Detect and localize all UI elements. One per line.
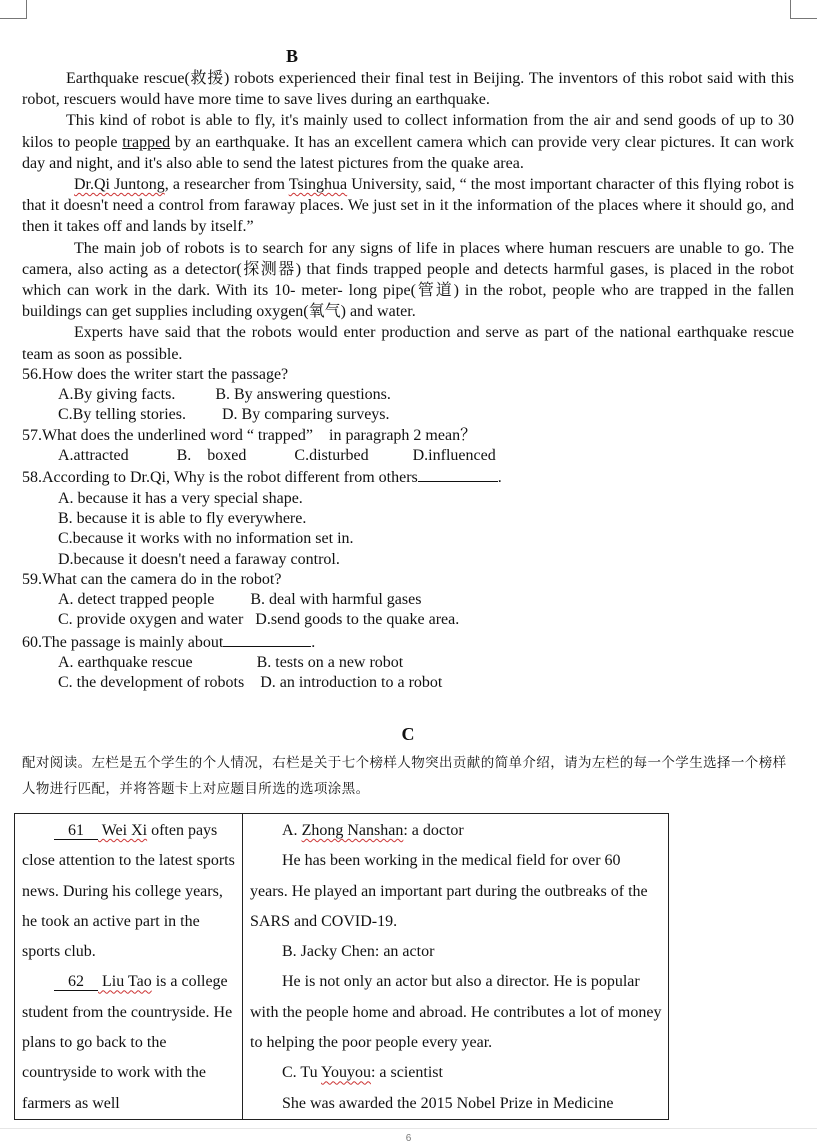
answer-blank (223, 631, 311, 647)
section-c-heading: C (401, 724, 415, 744)
role-model-c: C. Tu Youyou: a scientist (282, 1064, 443, 1082)
student-name-wei-xi: Wei Xi (98, 822, 148, 839)
paragraph-3: Dr.Qi Juntong, a researcher from Tsinghua University, said, “ the most important character of this flying robot is that it doesn't need a control from faraway places. We just set in it the information of the places where it should go, and then it takes off and lands by itself.” (22, 176, 794, 236)
students-column (15, 814, 243, 1120)
question-58-option-b: B. because it is able to fly everywhere. (58, 509, 307, 527)
question-56-options-row1: A.By giving facts. B. By answering questions. (58, 386, 391, 404)
section-c (22, 722, 794, 802)
student-61: 61 Wei Xi often pays close attention to the latest sports news. During his college years, he took an active part in the sports club. (22, 822, 235, 961)
question-59: 59.What can the camera do in the robot? (22, 570, 282, 588)
question-56-options-row2: C.By telling stories. D. By comparing surveys. (58, 406, 390, 424)
question-60-options-row1: A. earthquake rescue B. tests on a new robot (58, 654, 404, 671)
crop-mark-top-left (0, 0, 27, 19)
answer-blank (418, 466, 498, 482)
section-c-instructions: 配对阅读。左栏是五个学生的个人情况，右栏是关于七个榜样人物突出贡献的简单介绍，请为左栏的每一个学生选择一个榜样人物进行匹配，并将答题卡上对应题目所选的选项涂黑。 (22, 755, 787, 797)
question-58: 58.According to Dr.Qi, Why is the robot different from others . (22, 466, 794, 488)
answer-blank-61: 61 (54, 822, 98, 840)
question-58-option-d: D.because it doesn't need a faraway control. (58, 550, 340, 568)
paragraph-1: Earthquake rescue(救援) robots experienced their final test in Beijing. The inventors of this robot said with this robot, rescuers would have more time to save lives during an earthquake. (22, 70, 794, 109)
crop-mark-top-right (790, 0, 817, 19)
question-59-options-row1: A. detect trapped people B. deal with harmful gases (58, 591, 422, 609)
paragraph-2: This kind of robot is able to fly, it's mainly used to collect information from the air and send goods of up to 30 kilos to people trapped by an earthquake. It has an excellent camera which can provide very clear pictures. It can work day and night, and it's also able to send the latest pictures from the quake area. (22, 112, 794, 172)
question-56: 56.How does the writer start the passage? (22, 365, 289, 383)
name-youyou: Youyou (321, 1064, 371, 1082)
role-model-c-text: She was awarded the 2015 Nobel Prize in Medicine (282, 1094, 614, 1112)
page-number: 6 (405, 1133, 412, 1144)
footer-divider (0, 1128, 817, 1129)
role-models-column (243, 814, 669, 1120)
paragraph-5: Experts have said that the robots would enter production and serve as part of the national earthquake rescue team as soon as possible. (22, 324, 794, 363)
student-62: 62 Liu Tao is a college student from the countryside. He plans to go back to the countryside to work with the farmers as well (22, 973, 233, 1112)
section-b (22, 44, 794, 694)
question-59-options-row2: C. provide oxygen and water D.send goods to the quake area. (58, 611, 460, 629)
role-model-b-text: He is not only an actor but also a director. He is popular with the people home and abroad. He contributes a lot of money to helping the poor people every year. (250, 973, 662, 1052)
answer-blank-62: 62 (54, 973, 98, 991)
paragraph-4: The main job of robots is to search for any signs of life in places where human rescuers are unable to go. The camera, also acting as a detector(探测器) that finds trapped people and detects harmful gases, is placed in the robot which can work in the dark. With its 10- meter- long pipe(管道) in the robot, people who are trapped in the fallen buildings can get supplies including oxygen(氧气) and water. (22, 239, 794, 321)
question-58-option-c: C.because it works with no information set in. (58, 530, 354, 548)
name-zhong-nanshan: Zhong Nanshan (301, 822, 404, 839)
question-57: 57.What does the underlined word “ trapped” in paragraph 2 mean？ (22, 426, 477, 444)
role-model-a-text: He has been working in the medical field for over 60 years. He played an important part during the outbreaks of the SARS and COVID-19. (250, 852, 648, 930)
underlined-word-trapped: trapped (122, 133, 171, 151)
name-qi-juntong: Dr.Qi Juntong (74, 176, 165, 194)
question-57-options: A.attracted B. boxed C.disturbed D.influenced (58, 447, 496, 465)
question-60-options-row2: C. the development of robots D. an introduction to a robot (58, 674, 443, 692)
role-model-b: B. Jacky Chen: an actor (282, 943, 435, 961)
question-60: 60.The passage is mainly about . (22, 631, 794, 653)
student-name-liu-tao: Liu Tao (98, 973, 152, 991)
question-58-option-a: A. because it has a very special shape. (58, 489, 303, 507)
matching-table (14, 813, 669, 1120)
section-b-heading: B (286, 46, 299, 66)
word-tsinghua: Tsinghua (288, 176, 348, 194)
role-model-a: A. Zhong Nanshan: a doctor (282, 822, 464, 839)
